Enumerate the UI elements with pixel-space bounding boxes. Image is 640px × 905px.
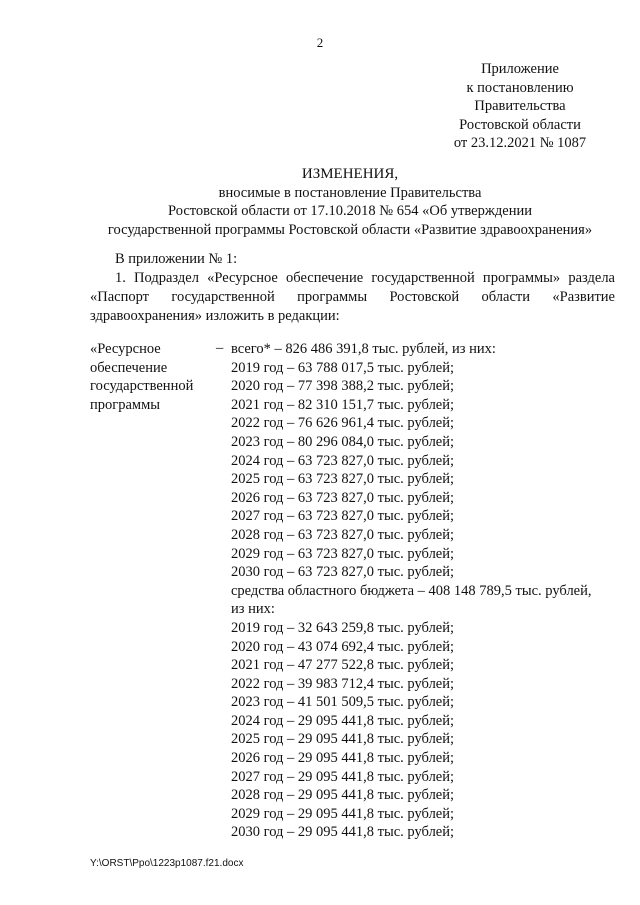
title-line: вносимые в постановление Правительства: [218, 184, 482, 201]
file-path-footer: Y:\ORST\Ppo\1223p1087.f21.docx: [90, 858, 244, 869]
funding-line: 2024 год – 63 723 827,0 тыс. рублей;: [231, 452, 455, 469]
intro-paragraph-1: В приложении № 1:: [115, 251, 238, 267]
appendix-line: Приложение: [481, 61, 559, 77]
intro-text: [90, 250, 615, 326]
appendix-line: от 23.12.2021 № 1087: [453, 135, 587, 151]
appendix-block: [440, 60, 600, 153]
funding-line: 2026 год – 29 095 441,8 тыс. рублей;: [231, 750, 455, 767]
funding-lines: [231, 340, 621, 842]
funding-line: 2027 год – 63 723 827,0 тыс. рублей;: [231, 508, 455, 525]
funding-line: 2024 год – 29 095 441,8 тыс. рублей;: [231, 712, 455, 729]
funding-line: 2020 год – 77 398 388,2 тыс. рублей;: [231, 378, 455, 395]
appendix-line: Ростовской области: [459, 116, 581, 133]
funding-line: средства областного бюджета – 408 148 789,5 тыс. рублей,: [231, 582, 592, 599]
page-number: 2: [316, 35, 324, 50]
funding-line: из них:: [231, 601, 275, 618]
intro-paragraph-2: 1. Подраздел «Ресурсное обеспечение государственной программы» раздела «Паспорт государственной программы Ростовской области «Развитие здравоохранения» изложить в редакции:: [90, 270, 615, 324]
funding-line: 2020 год – 43 074 692,4 тыс. рублей;: [231, 638, 455, 655]
funding-line: 2030 год – 29 095 441,8 тыс. рублей;: [231, 824, 455, 841]
title-line: Ростовской области от 17.10.2018 № 654 «Об утверждении: [168, 203, 532, 219]
funding-line: 2022 год – 39 983 712,4 тыс. рублей;: [231, 675, 455, 692]
funding-line: 2021 год – 82 310 151,7 тыс. рублей;: [231, 396, 455, 413]
funding-line: 2021 год – 47 277 522,8 тыс. рублей;: [231, 657, 455, 674]
funding-line: 2028 год – 29 095 441,8 тыс. рублей;: [231, 787, 455, 804]
appendix-line: Правительства: [474, 98, 566, 114]
section-dash: –: [216, 340, 224, 356]
funding-line: 2023 год – 41 501 509,5 тыс. рублей;: [231, 694, 455, 711]
appendix-line: к постановлению: [466, 79, 574, 96]
funding-line: 2019 год – 32 643 259,8 тыс. рублей;: [231, 619, 455, 636]
title-heading: ИЗМЕНЕНИЯ,: [301, 166, 399, 182]
document-title: [60, 165, 640, 239]
funding-line: 2023 год – 80 296 084,0 тыс. рублей;: [231, 433, 455, 450]
funding-line: 2022 год – 76 626 961,4 тыс. рублей;: [231, 415, 455, 432]
funding-line: всего* – 826 486 391,8 тыс. рублей, из них:: [231, 341, 496, 357]
funding-line: 2019 год – 63 788 017,5 тыс. рублей;: [231, 359, 455, 376]
funding-line: 2029 год – 63 723 827,0 тыс. рублей;: [231, 545, 455, 562]
funding-line: 2025 год – 63 723 827,0 тыс. рублей;: [231, 471, 455, 488]
funding-line: 2029 год – 29 095 441,8 тыс. рублей;: [231, 805, 455, 822]
title-line: государственной программы Ростовской области «Развитие здравоохранения»: [107, 221, 593, 238]
funding-line: 2026 год – 63 723 827,0 тыс. рублей;: [231, 489, 455, 506]
section-label: «Ресурсное обеспечение государственной программы: [90, 341, 194, 413]
funding-line: 2027 год – 29 095 441,8 тыс. рублей;: [231, 768, 455, 785]
funding-line: 2025 год – 29 095 441,8 тыс. рублей;: [231, 731, 455, 748]
funding-line: 2030 год – 63 723 827,0 тыс. рублей;: [231, 564, 455, 581]
funding-line: 2028 год – 63 723 827,0 тыс. рублей;: [231, 526, 455, 543]
